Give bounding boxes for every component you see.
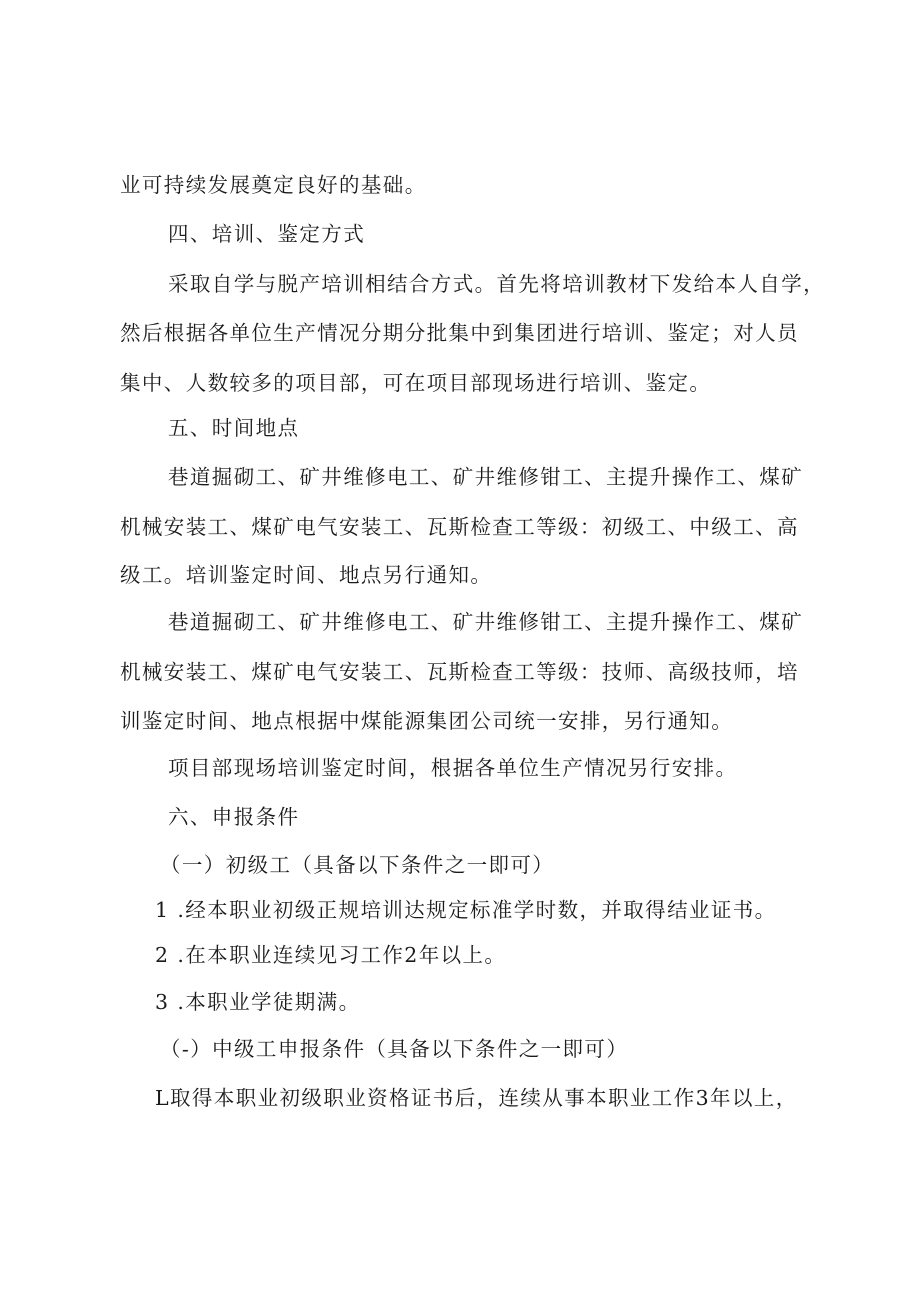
paragraph-line: 机械安装工、煤矿电气安装工、瓦斯检查工等级：初级工、中级工、高 bbox=[120, 515, 799, 539]
paragraph-line: 采取自学与脱产培训相结合方式。首先将培训教材下发给本人自学， bbox=[168, 272, 825, 296]
paragraph-line: 机械安装工、煤矿电气安装工、瓦斯检查工等级：技师、高级技师，培 bbox=[120, 660, 799, 684]
paragraph-line: 级工。培训鉴定时间、地点另行通知。 bbox=[120, 563, 493, 587]
paragraph-line: 巷道掘砌工、矿井维修电工、矿井维修钳工、主提升操作工、煤矿 bbox=[168, 610, 804, 634]
paragraph-line: 项目部现场培训鉴定时间，根据各单位生产情况另行安排。 bbox=[168, 756, 738, 780]
paragraph-line: 然后根据各单位生产情况分期分批集中到集团进行培训、鉴定；对人员 bbox=[120, 321, 799, 345]
paragraph-line: 巷道掘砌工、矿井维修电工、矿井维修钳工、主提升操作工、煤矿 bbox=[168, 465, 804, 489]
paragraph-line: 训鉴定时间、地点根据中煤能源集团公司统一安排，另行通知。 bbox=[120, 709, 734, 733]
section-heading-application-conditions: 六、申报条件 bbox=[168, 805, 300, 829]
list-item: 2 .在本职业连续见习工作2年以上。 bbox=[155, 943, 507, 967]
list-item: 3 .本职业学徒期满。 bbox=[155, 990, 361, 1014]
section-heading-time-place: 五、时间地点 bbox=[168, 416, 300, 440]
paragraph-line: 集中、人数较多的项目部，可在项目部现场进行培训、鉴定。 bbox=[120, 371, 712, 395]
paragraph-continuation: 业可持续发展奠定良好的基础。 bbox=[120, 173, 427, 197]
list-item: L取得本职业初级职业资格证书后，连续从事本职业工作3年以上， bbox=[155, 1086, 798, 1110]
subsection-heading-intermediate: （-）中级工申报条件（具备以下条件之一即可） bbox=[160, 1037, 629, 1061]
list-item: 1 .经本职业初级正规培训达规定标准学时数，并取得结业证书。 bbox=[155, 898, 777, 922]
section-heading-training-method: 四、培训、鉴定方式 bbox=[168, 222, 366, 246]
subsection-heading-junior: （一）初级工（具备以下条件之一即可） bbox=[160, 853, 555, 877]
